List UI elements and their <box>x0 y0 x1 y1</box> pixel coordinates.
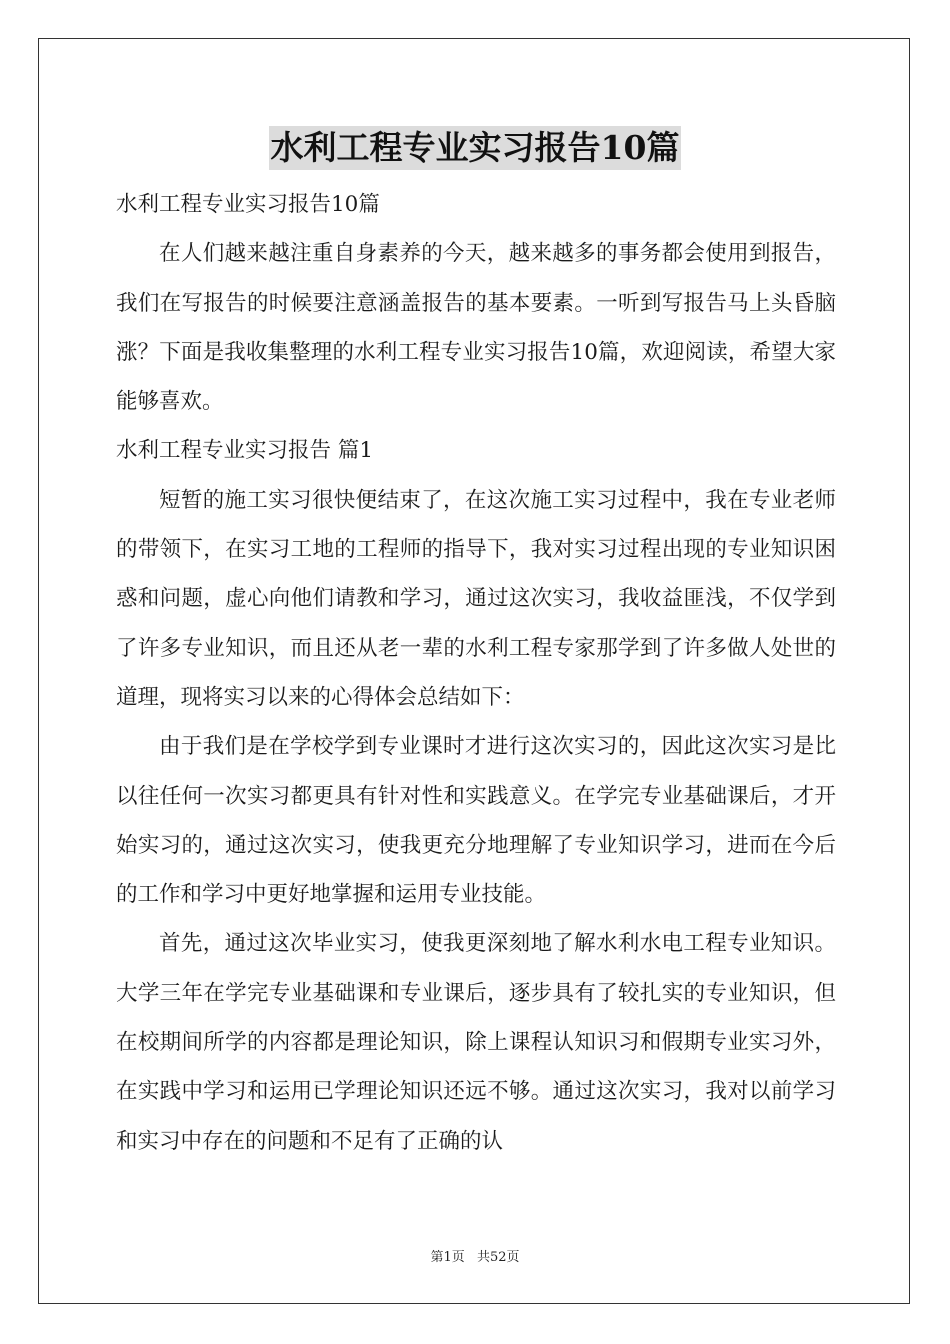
document-title: 水利工程专业实习报告10篇 <box>269 126 682 170</box>
paragraph-intro: 在人们越来越注重自身素养的今天，越来越多的事务都会使用到报告，我们在写报告的时候要注意涵盖报告的基本要素。一听到写报告马上头昏脑涨？下面是我收集整理的水利工程专业实习报告10篇，欢迎阅读，希望大家能够喜欢。 <box>116 241 836 415</box>
paragraph-2: 由于我们是在学校学到专业课时才进行这次实习的，因此这次实习是比以往任何一次实习都更具有针对性和实践意义。在学完专业基础课后，才开始实习的，通过这次实习，使我更充分地理解了专业知识学习，进而在今后的工作和学习中更好地掌握和运用专业技能。 <box>116 734 836 908</box>
document-body <box>116 180 836 1166</box>
section-heading-1: 水利工程专业实习报告 篇1 <box>116 438 374 464</box>
title-container <box>0 126 950 170</box>
paragraph-subtitle: 水利工程专业实习报告10篇 <box>116 192 380 217</box>
total-pages: 共52页 <box>476 1250 520 1265</box>
page-number: 第1页 <box>430 1250 465 1265</box>
page-footer <box>0 1246 950 1265</box>
paragraph-1: 短暂的施工实习很快便结束了，在这次施工实习过程中，我在专业老师的带领下，在实习工地的工程师的指导下，我对实习过程出现的专业知识困惑和问题，虚心向他们请教和学习，通过这次实习，我收益匪浅，不仅学到了许多专业知识，而且还从老一辈的水利工程专家那学到了许多做人处世的道理，现将实习以来的心得体会总结如下： <box>116 487 836 710</box>
paragraph-3: 首先，通过这次毕业实习，使我更深刻地了解水利水电工程专业知识。大学三年在学完专业基础课和专业课后，逐步具有了较扎实的专业知识，但在校期间所学的内容都是理论知识，除上课程认知识习和假期专业实习外，在实践中学习和运用已学理论知识还远不够。通过这次实习，我对以前学习和实习中存在的问题和不足有了正确的认 <box>116 931 836 1154</box>
